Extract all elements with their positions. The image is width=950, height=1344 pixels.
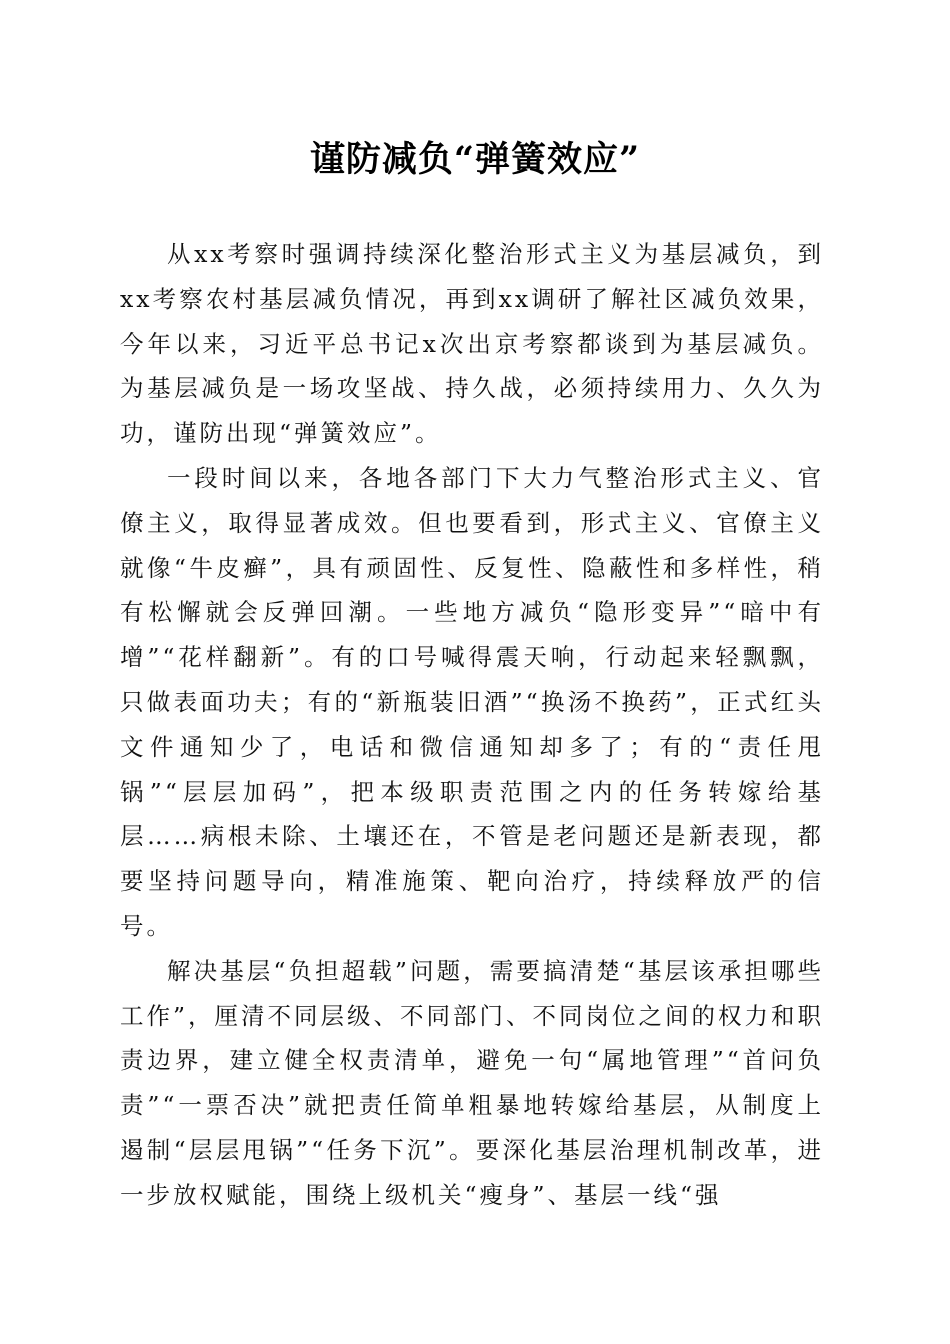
paragraph-1: 从xx考察时强调持续深化整治形式主义为基层减负，到xx考察农村基层减负情况，再到xx调研了解社区减负效果，今年以来，习近平总书记x次出京考察都谈到为基层减负。为基层减负是一场攻坚战、持久战，必须持续用力、久久为功，谨防出现“弹簧效应”。 — [120, 240, 824, 448]
paragraph-3: 解决基层“负担超载”问题，需要搞清楚“基层该承担哪些工作”，厘清不同层级、不同部门、不同岗位之间的权力和职责边界，建立健全权责清单，避免一句“属地管理”“首问负责”“一票否决”就把责任简单粗暴地转嫁给基层，从制度上遏制“层层甩锅”“任务下沉”。要深化基层治理机制改革，进一步放权赋能，围绕上级机关“瘦身”、基层一线“强 — [120, 956, 825, 1209]
document-body — [120, 232, 824, 1218]
paragraph-2: 一段时间以来，各地各部门下大力气整治形式主义、官僚主义，取得显著成效。但也要看到，形式主义、官僚主义就像“牛皮癣”，具有顽固性、反复性、隐蔽性和多样性，稍有松懈就会反弹回潮。一些地方减负“隐形变异”“暗中有增”“花样翻新”。有的口号喊得震天响，行动起来轻飘飘，只做表面功夫；有的“新瓶装旧酒”“换汤不换药”，正式红头文件通知少了，电话和微信通知却多了；有的“责任甩锅”“层层加码”，把本级职责范围之内的任务转嫁给基层……病根未除、土壤还在，不管是老问题还是新表现，都要坚持问题导向，精准施策、靶向治疗，持续释放严的信号。 — [120, 463, 824, 940]
document-title: 谨防减负“弹簧效应” — [309, 139, 641, 180]
